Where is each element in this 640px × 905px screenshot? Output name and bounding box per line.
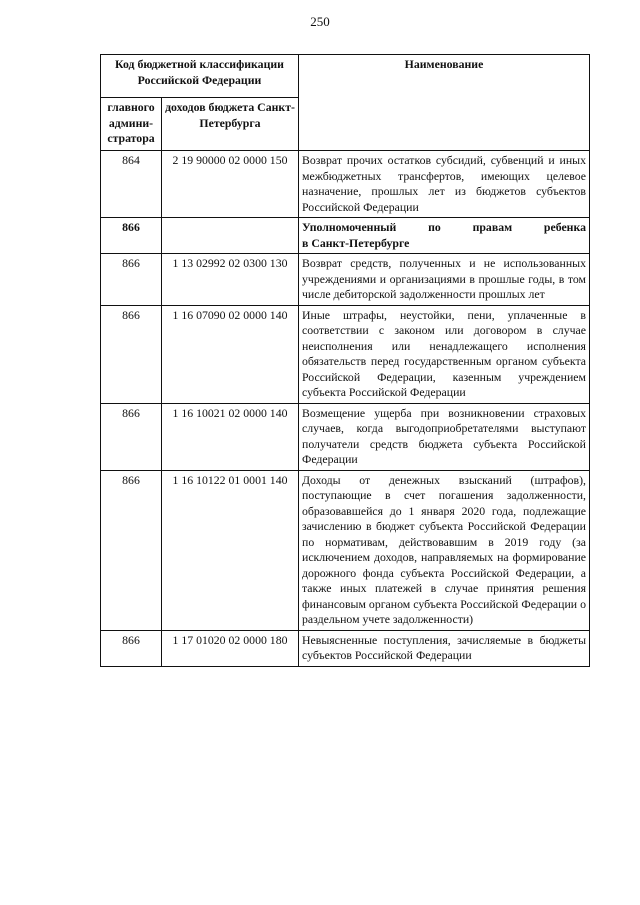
name-cell: Доходы от денежных взысканий (штрафов), поступающие в счет погашения задолженности, образовавшейся до 1 января 2020 года, подлежащие зачислению в бюджет субъекта Российской Федерации по нормативам, действовавшим в 2019 году (за исключением доходов, направляемых на формирование дорожного фонда субъекта Российской Федерации, а также иных платежей в случае принятия решения финансовым органом субъекта Российской Федерации о раздельном учете задолженности) xyxy=(299,470,590,630)
admin-code-cell: 864 xyxy=(101,151,162,218)
table-header-row xyxy=(101,55,590,98)
admin-code-cell: 866 xyxy=(101,470,162,630)
admin-code-cell: 866 xyxy=(101,254,162,306)
income-code-cell: 1 17 01020 02 0000 180 xyxy=(162,630,299,666)
income-code-cell: 1 13 02992 02 0300 130 xyxy=(162,254,299,306)
section-name-cell xyxy=(299,218,590,254)
section-name-word: ребенка xyxy=(543,220,586,234)
admin-code-cell: 866 xyxy=(101,403,162,470)
name-cell: Возмещение ущерба при возникновении страховых случаев, когда выгодоприобретателями выступают получатели средств бюджета субъекта Российской Федерации xyxy=(299,403,590,470)
table-row xyxy=(101,151,590,218)
income-code-cell xyxy=(162,218,299,254)
section-name-word: Уполномоченный xyxy=(302,220,397,234)
header-code-group: Код бюджетной классификации Российской Федерации xyxy=(101,55,299,98)
name-cell: Иные штрафы, неустойки, пени, уплаченные в соответствии с законом или договором в случае неисполнения или ненадлежащего исполнения обязательств перед государственным органом субъекта Российской Федерации, казенным учреждением субъекта Российской Федерации xyxy=(299,305,590,403)
section-name-word: по xyxy=(428,220,441,234)
admin-code-cell: 866 xyxy=(101,305,162,403)
header-name: Наименование xyxy=(299,55,590,151)
table-row-section-header xyxy=(101,218,590,254)
name-cell: Невыясненные поступления, зачисляемые в бюджеты субъектов Российской Федерации xyxy=(299,630,590,666)
income-code-cell: 1 16 07090 02 0000 140 xyxy=(162,305,299,403)
income-code-cell: 1 16 10122 01 0001 140 xyxy=(162,470,299,630)
section-name-line1 xyxy=(302,220,586,236)
admin-code-cell: 866 xyxy=(101,218,162,254)
page-number: 250 xyxy=(310,14,330,29)
section-name-line2: в Санкт-Петербурге xyxy=(302,235,410,250)
admin-code-cell: 866 xyxy=(101,630,162,666)
table-row xyxy=(101,305,590,403)
income-code-cell: 2 19 90000 02 0000 150 xyxy=(162,151,299,218)
table-row xyxy=(101,403,590,470)
table-row xyxy=(101,630,590,666)
budget-classification-table xyxy=(100,54,590,667)
header-income: доходов бюджета Санкт-Петербурга xyxy=(162,98,299,151)
section-name-word: правам xyxy=(472,220,513,234)
name-cell: Возврат средств, полученных и не использованных учреждениями и организациями в прошлые годы, в том числе дебиторской задолженности прошлых лет xyxy=(299,254,590,306)
name-cell: Возврат прочих остатков субсидий, субвенций и иных межбюджетных трансфертов, имеющих целевое назначение, прошлых лет из бюджетов субъектов Российской Федерации xyxy=(299,151,590,218)
header-admin: главного админи-стратора xyxy=(101,98,162,151)
table-row xyxy=(101,470,590,630)
income-code-cell: 1 16 10021 02 0000 140 xyxy=(162,403,299,470)
table-row xyxy=(101,254,590,306)
